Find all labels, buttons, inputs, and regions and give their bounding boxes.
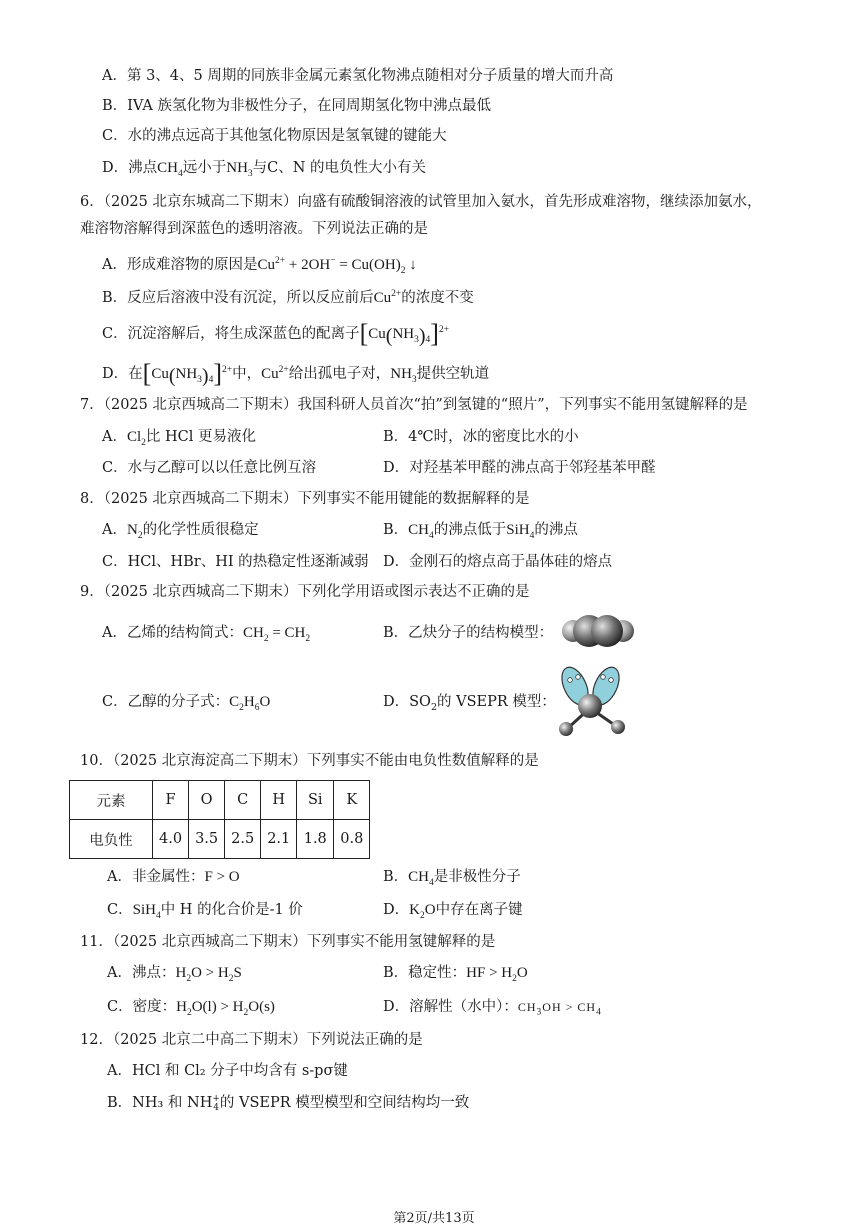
q4-option-a: A．第 3、4、5 周期的同族非金属元素氢化物沸点随相对分子质量的增大而升高: [102, 68, 614, 84]
q10-option-b: B．$CH_4$是非极性分子: [383, 869, 521, 888]
so2-vsepr-model-image: [548, 664, 638, 740]
q10-stem: 10．（2025 北京海淀高二下期末）下列事实不能由电负性数值解释的是: [80, 753, 539, 769]
q8-stem: 8．（2025 北京西城高二下期末）下列事实不能用键能的数据解释的是: [80, 491, 530, 507]
q12-option-a: A．HCl 和 Cl₂ 分子中均含有 s-pσ键: [107, 1063, 348, 1079]
q9-option-c: C．乙醇的分子式：$C_2H_6O$: [102, 694, 271, 713]
table-cell: 2.1: [261, 820, 297, 859]
page-footer: 第2页/共13页: [393, 1211, 475, 1226]
q6-option-a: A．形成难溶物的原因是$Cu^{2+} + 2OH^- = Cu(OH)_2$ ↓: [102, 256, 417, 276]
table-cell: 元素: [70, 781, 153, 820]
q7-option-c: C．水与乙醇可以以任意比例互溶: [102, 460, 317, 476]
table-cell: 0.8: [334, 820, 370, 859]
q7-option-a: A．$Cl_2$比 HCl 更易液化: [102, 429, 257, 448]
table-cell: H: [261, 781, 297, 820]
table-row: [70, 820, 370, 859]
table-cell: 4.0: [153, 820, 189, 859]
q6-option-d: D．在$[Cu(NH_3)_4]^{2+}$中，$Cu^{2+}$给出孤电子对，$NH_3$提供空轨道: [102, 359, 490, 388]
q8-option-d: D．金刚石的熔点高于晶体硅的熔点: [383, 554, 613, 570]
table-cell: K: [334, 781, 370, 820]
q4-option-b: B．IVA 族氢化物为非极性分子，在同周期氢化物中沸点最低: [102, 98, 491, 114]
q8-option-c: C．HCl、HBr、HI 的热稳定性逐渐减弱: [102, 554, 369, 570]
q9-option-b: B．乙炔分子的结构模型：: [383, 625, 554, 641]
q4-option-d: D．沸点$CH_4$远小于$NH_3$与C、N 的电负性大小有关: [102, 160, 427, 179]
table-cell: 电负性: [70, 820, 153, 859]
table-cell: 2.5: [225, 820, 261, 859]
q12-option-b: B．NH₃ 和 NH + 4 的 VSEPR 模型模型和空间结构均一致: [107, 1094, 470, 1113]
table-cell: Si: [297, 781, 334, 820]
q11-option-c: C．密度：$H_2O(l) > H_2O(s)$: [107, 999, 275, 1018]
q6-stem-line1: 6．（2025 北京东城高二下期末）向盛有硫酸铜溶液的试管里加入氨水，首先形成难溶物，继续添加氨水，: [80, 194, 762, 210]
q7-stem: 7．（2025 北京西城高二下期末）我国科研人员首次“拍”到氢键的“照片”，下列事实不能用氢键解释的是: [80, 397, 748, 413]
q6-stem-line2: 难溶物溶解得到深蓝色的透明溶液。下列说法正确的是: [80, 221, 428, 237]
q10-option-a: A．非金属性：F > O: [107, 869, 240, 885]
table-row: [70, 781, 370, 820]
electronegativity-table: [69, 780, 370, 859]
q10-option-d: D．$K_2O$中存在离子键: [383, 902, 523, 921]
q9-stem: 9．（2025 北京西城高二下期末）下列化学用语或图示表达不正确的是: [80, 584, 530, 600]
table-cell: 1.8: [297, 820, 334, 859]
q4-option-c: C．水的沸点远高于其他氢化物原因是氢氧键的键能大: [102, 128, 447, 144]
table-cell: O: [189, 781, 225, 820]
acetylene-model-image: [560, 612, 636, 650]
q6-option-c: C．沉淀溶解后，将生成深蓝色的配离子$[Cu(NH_3)_4]^{2+}$: [102, 319, 450, 348]
q11-option-a: A．沸点：$H_2O > H_2S$: [107, 965, 242, 984]
q11-option-b: B．稳定性：HF > $H_2O$: [383, 965, 528, 984]
q8-option-a: A．$N_2$的化学性质很稳定: [102, 522, 259, 541]
q9-option-d: D．$SO_2$的 VSEPR 模型：: [383, 694, 556, 713]
q7-option-b: B．4℃时，冰的密度比水的小: [383, 429, 579, 445]
q12-stem: 12．（2025 北京二中高二下期末）下列说法正确的是: [80, 1032, 423, 1048]
table-cell: 3.5: [189, 820, 225, 859]
q6-option-b: B．反应后溶液中没有沉淀，所以反应前后$Cu^{2+}$的浓度不变: [102, 289, 474, 306]
q7-option-d: D．对羟基苯甲醛的沸点高于邻羟基苯甲醛: [383, 460, 656, 476]
table-cell: F: [153, 781, 189, 820]
table-cell: C: [225, 781, 261, 820]
q9-option-a: A．乙烯的结构简式：$CH_2 = CH_2$: [102, 625, 311, 644]
q8-option-b: B．$CH_4$的沸点低于SiH$_4$的沸点: [383, 522, 578, 541]
q11-stem: 11．（2025 北京西城高二下期末）下列事实不能用氢键解释的是: [80, 934, 496, 950]
q11-option-d: D．溶解性（水中）：$CH_3OH > CH_4$: [383, 999, 602, 1018]
q10-option-c: C．SiH$_4$中 H 的化合价是-1 价: [107, 902, 303, 921]
